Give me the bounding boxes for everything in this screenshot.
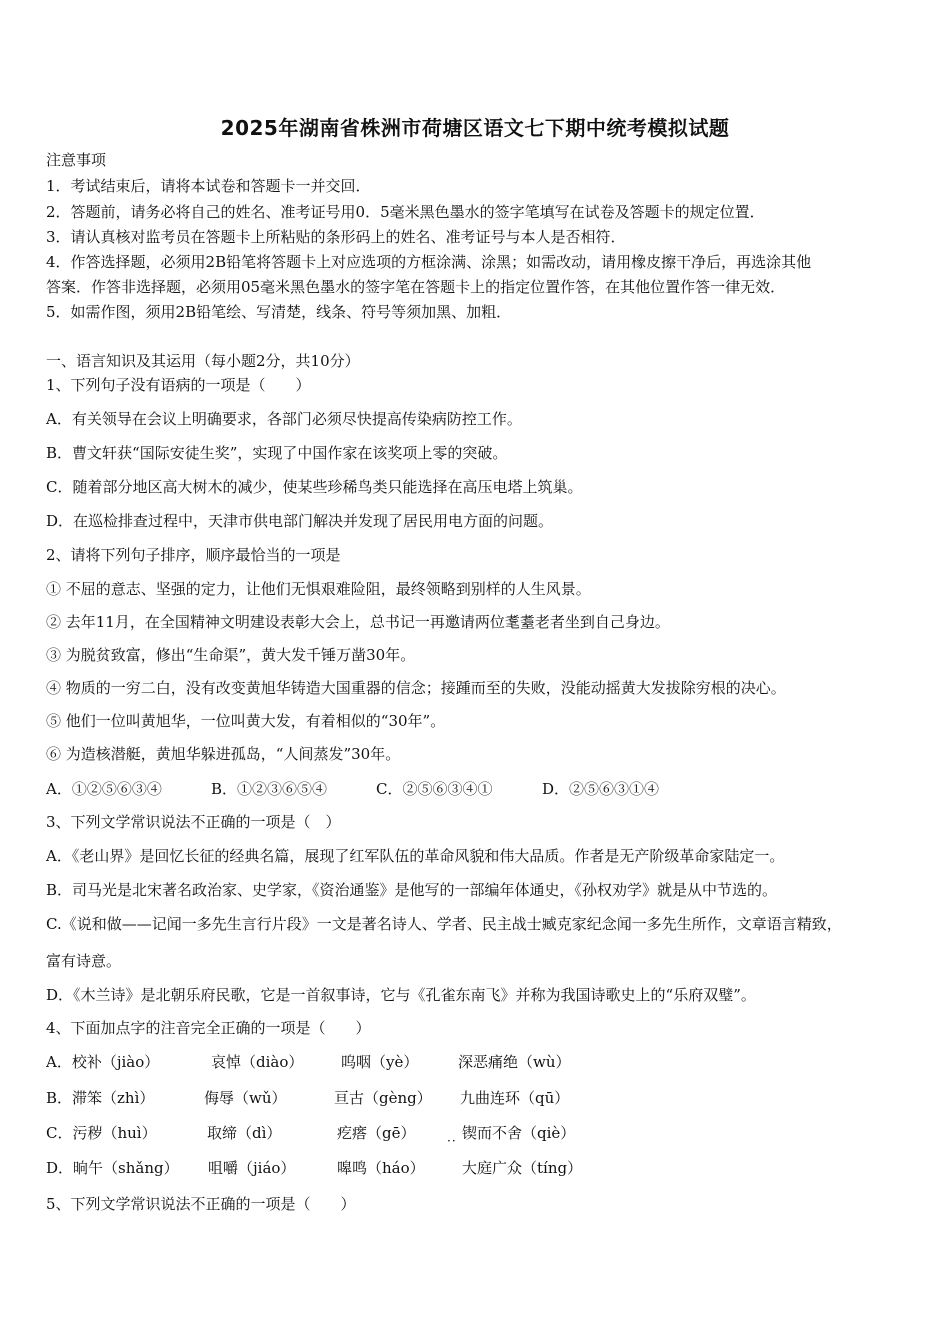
q4-cell: 大庭广众（tíng）: [462, 1159, 583, 1177]
q2-option-b: B．①②③⑥⑤④: [211, 780, 328, 798]
q1-option-a: A．有关领导在会议上明确要求，各部门必须尽快提高传染病防控工作。: [46, 410, 522, 428]
section-heading: 一、语言知识及其运用（每小题2分，共10分）: [46, 352, 360, 370]
question-stem: 1、下列句子没有语病的一项是（ ）: [46, 376, 311, 394]
q2-option-d: D．②⑤⑥③①④: [542, 780, 660, 798]
q4-row: [46, 1158, 582, 1178]
q2-sentence: ④ 物质的一穷二白，没有改变黄旭华铸造大国重器的信念；接踵而至的失败，没能动摇黄大发拔除穷根的决心。: [46, 679, 786, 697]
q1-option-b: B．曹文轩获“国际安徒生奖”，实现了中国作家在该奖项上零的突破。: [46, 444, 508, 462]
q3-option-c: C.《说和做——记闻一多先生言行片段》一文是著名诗人、学者、民主战士臧克家纪念闻一多先生所作，文章语言精致，: [46, 915, 842, 933]
q2-sentence: ① 不屈的意志、坚强的定力，让他们无惧艰难险阻，最终领略到别样的人生风景。: [46, 580, 591, 598]
notice-item: 5．如需作图，须用2B铅笔绘、写清楚，线条、符号等须加黑、加粗．: [46, 303, 512, 321]
q3-option-c-cont: 富有诗意。: [46, 952, 122, 970]
question-stem: 4、下面加点字的注音完全正确的一项是（ ）: [46, 1019, 371, 1037]
q4-row: [46, 1052, 571, 1072]
q2-option-a: A．①②⑤⑥③④: [46, 780, 162, 798]
q2-sentence: ② 去年11月，在全国精神文明建设表彰大会上，总书记一再邀请两位耄耋老者坐到自己身边。: [46, 613, 670, 631]
q4-cell: C．污秽（huì）: [46, 1124, 157, 1142]
notice-item: 4．作答选择题，必须用2B铅笔将答题卡上对应选项的方框涂满、涂黑；如需改动，请用橡皮擦干净后，再选涂其他: [46, 253, 812, 271]
q2-sentence: ⑥ 为造核潜艇，黄旭华躲进孤岛，“人间蒸发”30年。: [46, 745, 401, 763]
notice-heading: 注意事项: [46, 151, 107, 169]
emphasis-dots: ··: [447, 1134, 457, 1148]
q4-cell: 咀嚼（jiáo）: [208, 1159, 296, 1177]
q2-options: [46, 779, 659, 799]
question-stem: 2、请将下列句子排序，顺序最恰当的一项是: [46, 546, 341, 564]
q1-option-d: D．在巡检排查过程中，天津市供电部门解决并发现了居民用电方面的问题。: [46, 512, 554, 530]
q4-cell: 亘古（gèng）: [334, 1089, 432, 1107]
q4-cell: 哀悼（diào）: [211, 1053, 304, 1071]
q4-row: [46, 1088, 569, 1108]
q3-option-b: B．司马光是北宋著名政治家、史学家，《资治通鉴》是他写的一部编年体通史，《孙权劝学》就是从中节选的。: [46, 881, 778, 899]
q4-cell: B．滞笨（zhì）: [46, 1089, 155, 1107]
notice-item: 2．答题前，请务必将自己的姓名、准考证号用0．5毫米黑色墨水的签字笔填写在试卷及答题卡的规定位置．: [46, 203, 765, 221]
q3-option-d: D．《木兰诗》是北朝乐府民歌，它是一首叙事诗，它与《孔雀东南飞》并称为我国诗歌史上的“乐府双璧”。: [46, 986, 756, 1004]
notice-item: 1．考试结束后，请将本试卷和答题卡一并交回．: [46, 177, 371, 195]
q2-option-c: C．②⑤⑥③④①: [376, 780, 493, 798]
q4-row: [46, 1123, 575, 1143]
q2-sentence: ⑤ 他们一位叫黄旭华，一位叫黄大发，有着相似的“30年”。: [46, 712, 446, 730]
notice-item: 3．请认真核对监考员在答题卡上所粘贴的条形码上的姓名、准考证号与本人是否相符．: [46, 228, 626, 246]
q4-cell: 侮辱（wǔ）: [204, 1089, 287, 1107]
q4-cell: 疙瘩（gē）: [337, 1124, 416, 1142]
question-stem: 3、下列文学常识说法不正确的一项是（ ）: [46, 813, 341, 831]
q4-cell: 呜咽（yè）: [341, 1053, 419, 1071]
q4-cell: 深恶痛绝（wù）: [458, 1053, 571, 1071]
q4-cell: 取缔（dì）: [207, 1124, 282, 1142]
q4-cell: 九曲连环（qū）: [460, 1089, 570, 1107]
notice-item: 答案．作答非选择题，必须用05毫米黑色墨水的签字笔在答题卡上的指定位置作答，在其他位置作答一律无效．: [46, 278, 786, 296]
q4-cell: 锲而不舍（qiè）: [462, 1124, 576, 1142]
q4-cell: A．校补（jiào）: [46, 1053, 160, 1071]
page-title: 2025年湖南省株洲市荷塘区语文七下期中统考模拟试题: [220, 116, 730, 140]
q4-cell: 嗥鸣（háo）: [337, 1159, 425, 1177]
q2-sentence: ③ 为脱贫致富，修出“生命渠”，黄大发千锤万凿30年。: [46, 646, 416, 664]
q4-cell: D．晌午（shǎng）: [46, 1159, 179, 1177]
q3-option-a: A．《老山界》是回忆长征的经典名篇，展现了红军队伍的革命风貌和伟大品质。作者是无产阶级革命家陆定一。: [46, 847, 785, 865]
q1-option-c: C．随着部分地区高大树木的减少，使某些珍稀鸟类只能选择在高压电塔上筑巢。: [46, 478, 583, 496]
question-stem: 5、下列文学常识说法不正确的一项是（ ）: [46, 1195, 356, 1213]
